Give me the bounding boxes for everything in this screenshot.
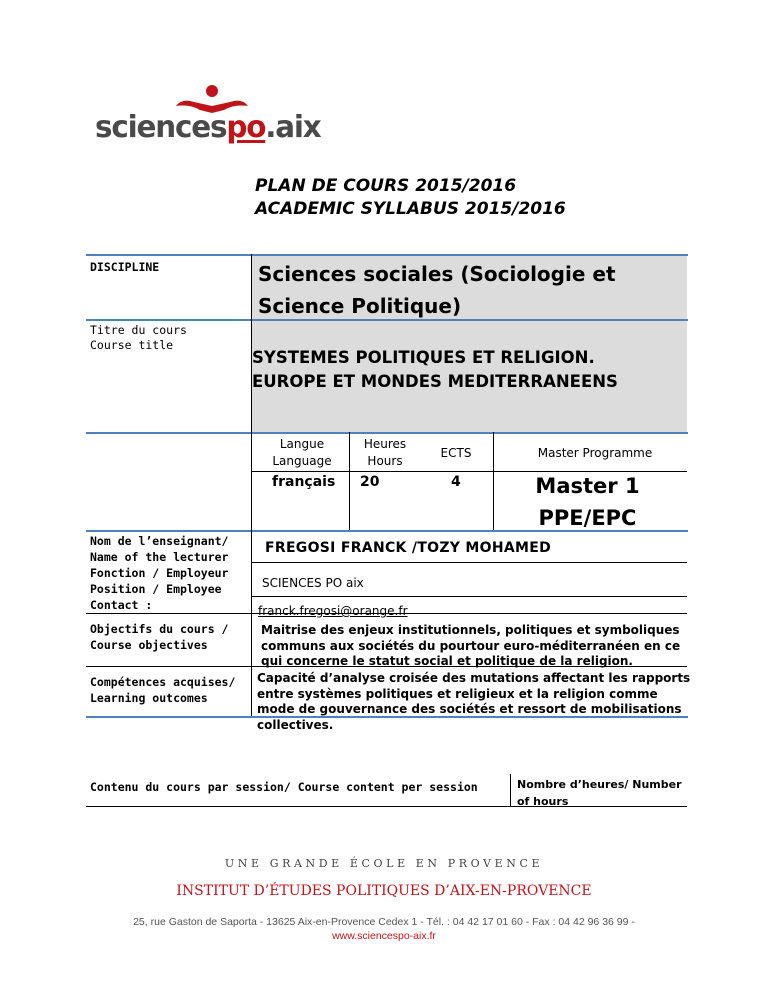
- position-label-fr: Fonction / Employeur: [90, 566, 229, 580]
- contact-email-link[interactable]: franck.fregosi@orange.fr: [258, 604, 408, 618]
- contact-label: Contact :: [90, 598, 153, 612]
- footer-address: 25, rue Gaston de Saporta - 13625 Aix-en-Provence Cedex 1 - Tél. : 04 42 17 01 60 - Fax : 04 42 96 36 99 -: [133, 916, 635, 928]
- outcomes-label-en: Learning outcomes: [90, 691, 208, 705]
- language-header: [262, 436, 342, 470]
- footer-tagline: UNE GRANDE ÉCOLE EN PROVENCE: [224, 857, 544, 870]
- lecturer-label-fr: Nom de l’enseignant/: [90, 534, 229, 548]
- course-title-label-fr: Titre du cours: [90, 323, 187, 337]
- rule: [86, 254, 688, 256]
- logo: sciencespo.aix: [95, 110, 321, 145]
- ects-value: 4: [451, 474, 461, 490]
- hours-header-en: Hours: [367, 454, 403, 468]
- programme-value: [500, 470, 675, 534]
- outcomes-label-fr: Compétences acquises/: [90, 675, 236, 689]
- outcomes-value: Capacité d’analyse croisée des mutations affectant les rapports entre systèmes politiques et religieux et la religion comme mode de gouvernance des sociétés et ressort de mobilisations collectives.: [257, 671, 691, 732]
- ects-header: ECTS: [440, 446, 472, 460]
- objectives-label-fr: Objectifs du cours /: [90, 622, 229, 636]
- course-title-value: SYSTEMES POLITIQUES ET RELIGION. EUROPE ET MONDES MEDITERRANEENS: [252, 348, 618, 391]
- language-value: français: [272, 474, 336, 490]
- discipline-value: Sciences sociales (Sociologie et Science Politique): [258, 262, 616, 318]
- footer-website-link[interactable]: www.sciencespo-aix.fr: [332, 930, 436, 942]
- discipline-label: DISCIPLINE: [90, 260, 160, 274]
- position-label-en: Position / Employee: [90, 582, 222, 596]
- number-of-hours-label: Nombre d’heures/ Number of hours: [517, 778, 682, 808]
- language-header-fr: Langue: [279, 437, 325, 451]
- hours-header: [350, 436, 420, 470]
- rule: [252, 562, 687, 563]
- column-divider: [510, 774, 511, 806]
- rule: [252, 596, 687, 597]
- lecturer-label-en: Name of the lecturer: [90, 550, 229, 564]
- column-divider: [493, 432, 494, 530]
- objectives-label-en: Course objectives: [90, 638, 208, 652]
- rule: [86, 432, 688, 434]
- course-content-label: Contenu du cours par session/ Course content per session: [90, 780, 478, 794]
- hours-header-fr: Heures: [363, 437, 407, 451]
- hours-value: 20: [360, 474, 380, 490]
- objectives-value: Maitrise des enjeux institutionnels, politiques et symboliques communs aux sociétés du pourtour euro-méditerranéen en ce qui concerne le statut social et politique de la religion.: [261, 623, 681, 668]
- syllabus-title: ACADEMIC SYLLABUS 2015/2016: [255, 199, 566, 219]
- language-header-en: Language: [272, 454, 332, 468]
- programme-value-line1: Master 1: [535, 474, 640, 498]
- employer-value: SCIENCES PO aix: [262, 576, 364, 590]
- programme-header: Master Programme: [537, 446, 653, 460]
- plan-title: PLAN DE COURS 2015/2016: [255, 176, 517, 196]
- programme-value-line2: PPE/EPC: [538, 506, 637, 530]
- course-title-label-en: Course title: [90, 338, 174, 352]
- lecturer-value: FREGOSI FRANCK /TOZY MOHAMED: [265, 540, 551, 556]
- column-divider: [251, 254, 252, 716]
- footer-institute: INSTITUT D’ÉTUDES POLITIQUES D’AIX-EN-PROVENCE: [176, 883, 592, 899]
